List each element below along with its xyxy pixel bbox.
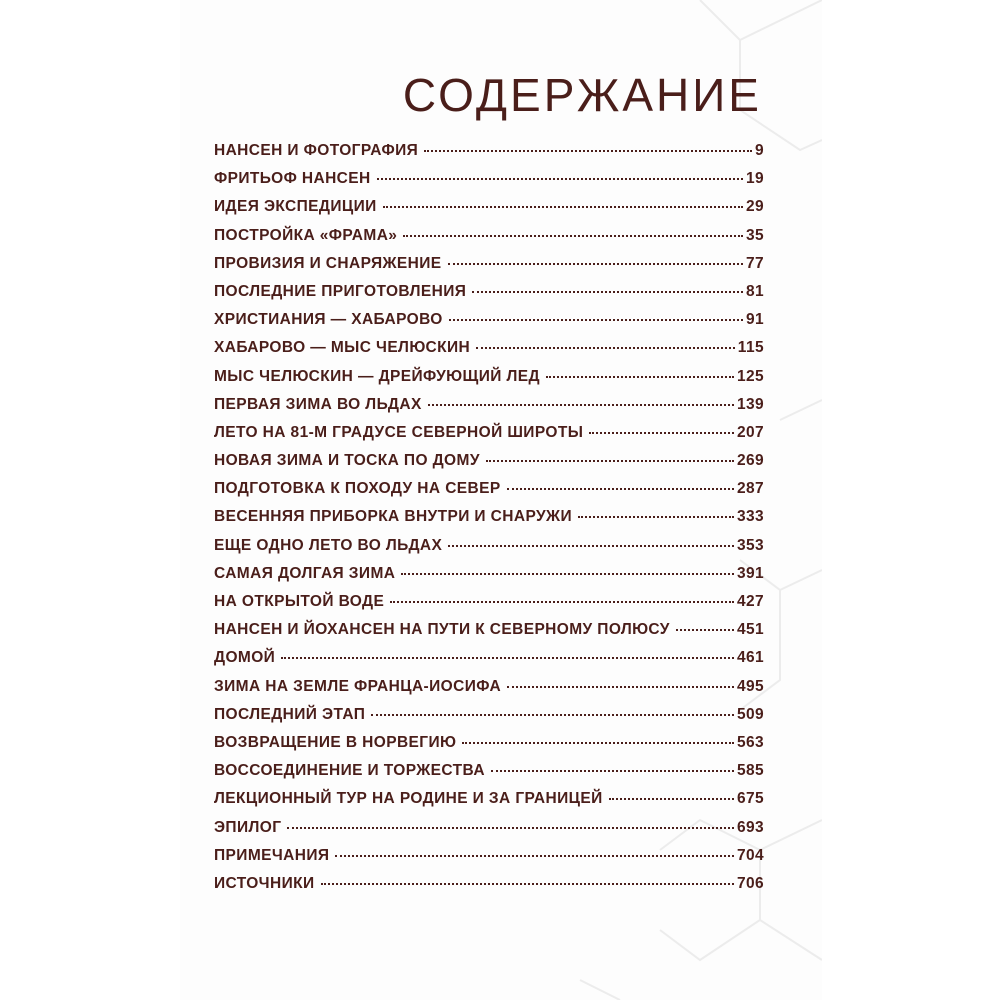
toc-entry-page-number: 495 xyxy=(736,677,764,695)
toc-dot-leader xyxy=(546,376,734,378)
toc-entry-title: ПОСЛЕДНИЕ ПРИГОТОВЛЕНИЯ xyxy=(214,282,467,300)
toc-dot-leader xyxy=(383,206,743,208)
toc-entry-page-number: 81 xyxy=(745,282,764,300)
toc-entry-page-number: 91 xyxy=(745,311,764,329)
toc-entry-title: ПОСЛЕДНИЙ ЭТАП xyxy=(214,705,366,723)
toc-entry-title: ПОСТРОЙКА «ФРАМА» xyxy=(214,226,398,244)
toc-entry-page-number: 269 xyxy=(736,452,764,470)
toc-entry-page-number: 9 xyxy=(754,142,764,159)
toc-entry-page-number: 693 xyxy=(736,818,764,836)
toc-entry xyxy=(214,452,764,480)
toc-entry-title: ХРИСТИАНИЯ — ХАБАРОВО xyxy=(214,311,443,329)
toc-entry xyxy=(214,790,764,818)
toc-entry xyxy=(214,593,764,621)
toc-dot-leader xyxy=(377,178,743,180)
toc-entry xyxy=(214,762,764,790)
toc-entry-page-number: 451 xyxy=(736,621,764,639)
page-title: СОДЕРЖАНИЕ xyxy=(402,69,762,121)
toc-entry xyxy=(214,227,764,255)
toc-entry-title: НАНСЕН И ФОТОГРАФИЯ xyxy=(214,142,419,159)
toc-entry-title: МЫС ЧЕЛЮСКИН — ДРЕЙФУЮЩИЙ ЛЕД xyxy=(214,367,540,385)
toc-dot-leader xyxy=(491,770,734,772)
toc-dot-leader xyxy=(448,545,734,547)
toc-entry-page-number: 207 xyxy=(736,423,764,441)
toc-dot-leader xyxy=(676,629,734,631)
toc-entry-page-number: 509 xyxy=(736,705,764,723)
toc-entry xyxy=(214,678,764,706)
toc-entry-page-number: 77 xyxy=(745,254,764,272)
toc-entry-page-number: 333 xyxy=(736,508,764,526)
toc-entry-page-number: 391 xyxy=(736,564,764,582)
toc-dot-leader xyxy=(428,404,734,406)
toc-entry xyxy=(214,396,764,424)
toc-entry xyxy=(214,875,764,903)
toc-dot-leader xyxy=(401,573,734,575)
toc-entry xyxy=(214,368,764,396)
toc-entry xyxy=(214,621,764,649)
toc-entry-title: НА ОТКРЫТОЙ ВОДЕ xyxy=(214,593,385,610)
toc-entry xyxy=(214,198,764,226)
toc-entry xyxy=(214,706,764,734)
toc-entry xyxy=(214,424,764,452)
toc-dot-leader xyxy=(335,855,734,857)
toc-entry-title: ИСТОЧНИКИ xyxy=(214,874,315,892)
toc-entry xyxy=(214,847,764,875)
toc-dot-leader xyxy=(424,150,752,152)
toc-entry xyxy=(214,819,764,847)
toc-dot-leader xyxy=(449,319,743,321)
toc-dot-leader xyxy=(403,235,743,237)
toc-entry xyxy=(214,537,764,565)
toc-entry-title: ВЕСЕННЯЯ ПРИБОРКА ВНУТРИ И СНАРУЖИ xyxy=(214,508,572,526)
toc-entry xyxy=(214,283,764,311)
toc-entry-page-number: 704 xyxy=(736,846,764,864)
toc-dot-leader xyxy=(472,291,743,293)
toc-entry-title: ВОЗВРАЩЕНИЕ В НОРВЕГИЮ xyxy=(214,733,457,751)
toc-entry-title: ИДЕЯ ЭКСПЕДИЦИИ xyxy=(214,198,377,216)
toc-entry-page-number: 706 xyxy=(736,874,764,892)
toc-entry-title: ДОМОЙ xyxy=(214,649,276,667)
toc-entry-title: ПРИМЕЧАНИЯ xyxy=(214,846,330,864)
toc-entry-page-number: 353 xyxy=(736,536,764,554)
toc-dot-leader xyxy=(609,798,734,800)
toc-dot-leader xyxy=(448,263,743,265)
toc-entry-page-number: 29 xyxy=(745,198,764,216)
toc-entry-page-number: 287 xyxy=(736,480,764,498)
toc-entry-title: НАНСЕН И ЙОХАНСЕН НА ПУТИ К СЕВЕРНОМУ ПОЛЮСУ xyxy=(214,621,670,639)
toc-entry-title: ВОССОЕДИНЕНИЕ И ТОРЖЕСТВА xyxy=(214,762,485,780)
toc-entry-title: ЛЕТО НА 81-М ГРАДУСЕ СЕВЕРНОЙ ШИРОТЫ xyxy=(214,423,584,441)
toc-entry-title: ХАБАРОВО — МЫС ЧЕЛЮСКИН xyxy=(214,339,471,357)
toc-entry xyxy=(214,480,764,508)
toc-entry-page-number: 19 xyxy=(745,170,764,188)
toc-entry xyxy=(214,565,764,593)
toc-dot-leader xyxy=(507,488,734,490)
toc-dot-leader xyxy=(578,516,734,518)
toc-entry xyxy=(214,649,764,677)
toc-entry xyxy=(214,734,764,762)
toc-dot-leader xyxy=(281,657,734,659)
toc-entry-title: ПОДГОТОВКА К ПОХОДУ НА СЕВЕР xyxy=(214,480,501,498)
toc-entry-title: САМАЯ ДОЛГАЯ ЗИМА xyxy=(214,564,396,582)
toc-entry-page-number: 125 xyxy=(736,367,764,385)
toc-dot-leader xyxy=(476,347,735,349)
toc-entry-page-number: 675 xyxy=(736,790,764,808)
toc-entry xyxy=(214,170,764,198)
toc-dot-leader xyxy=(321,883,734,885)
toc-entry-title: ЛЕКЦИОННЫЙ ТУР НА РОДИНЕ И ЗА ГРАНИЦЕЙ xyxy=(214,790,603,808)
toc-entry-title: ПЕРВАЯ ЗИМА ВО ЛЬДАХ xyxy=(214,395,422,413)
toc-entry-page-number: 461 xyxy=(736,649,764,667)
toc-entry xyxy=(214,311,764,339)
toc-entry-page-number: 427 xyxy=(736,593,764,610)
toc-entry-page-number: 115 xyxy=(737,339,764,357)
toc-dot-leader xyxy=(486,460,734,462)
toc-dot-leader xyxy=(371,714,734,716)
toc-entry-page-number: 585 xyxy=(736,762,764,780)
toc-entry-title: ЭПИЛОГ xyxy=(214,818,282,836)
toc-entry xyxy=(214,339,764,367)
toc-entry xyxy=(214,142,764,170)
toc-dot-leader xyxy=(390,601,734,603)
toc-dot-leader xyxy=(287,827,734,829)
toc-entry-title: ЗИМА НА ЗЕМЛЕ ФРАНЦА-ИОСИФА xyxy=(214,677,502,695)
toc-entry xyxy=(214,255,764,283)
toc-entry-page-number: 563 xyxy=(736,733,764,751)
table-of-contents xyxy=(214,142,764,903)
toc-entry-title: НОВАЯ ЗИМА И ТОСКА ПО ДОМУ xyxy=(214,452,480,470)
toc-entry-title: ЕЩЕ ОДНО ЛЕТО ВО ЛЬДАХ xyxy=(214,536,443,554)
toc-entry xyxy=(214,508,764,536)
toc-entry-page-number: 139 xyxy=(736,395,764,413)
toc-entry-title: ФРИТЬОФ НАНСЕН xyxy=(214,170,371,188)
toc-entry-page-number: 35 xyxy=(745,226,764,244)
toc-dot-leader xyxy=(462,742,734,744)
book-page xyxy=(180,0,822,1000)
toc-dot-leader xyxy=(507,686,734,688)
toc-dot-leader xyxy=(589,432,734,434)
toc-entry-title: ПРОВИЗИЯ И СНАРЯЖЕНИЕ xyxy=(214,254,442,272)
